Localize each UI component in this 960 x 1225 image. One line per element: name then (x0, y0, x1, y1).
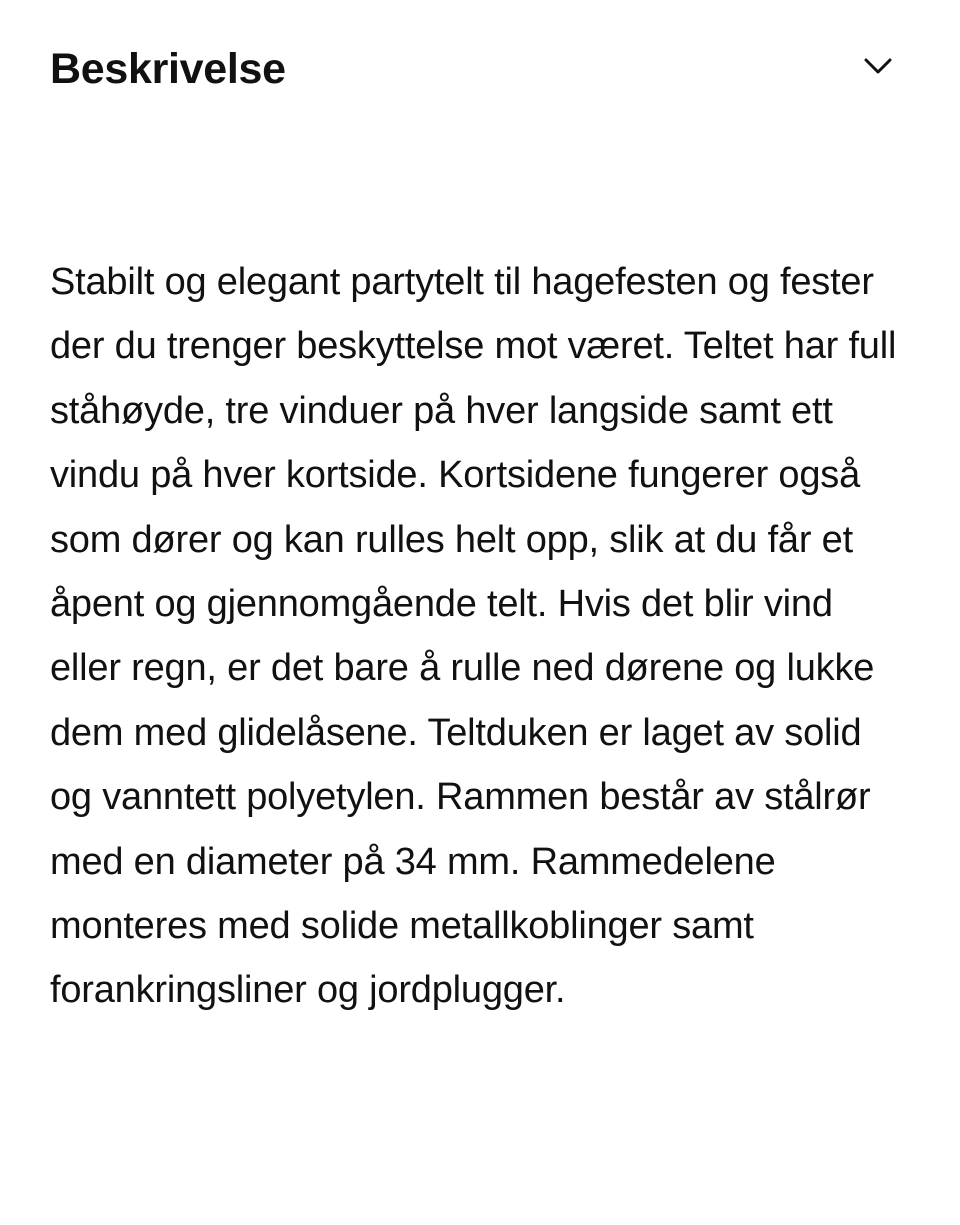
accordion-header[interactable] (50, 30, 910, 110)
accordion-title: Beskrivelse (50, 45, 286, 93)
chevron-down-icon[interactable] (858, 50, 898, 82)
accordion-content (50, 250, 900, 1023)
product-description: Stabilt og elegant partytelt til hagefesten og fester der du trenger beskyttelse mot været. Teltet har full ståhøyde, tre vinduer på hver langside samt ett vindu på hver kortside. Kortsidene fungerer også som dører og kan rulles helt opp, slik at du får et åpent og gjennomgående telt. Hvis det blir vind eller regn, er det bare å rulle ned dørene og lukke dem med glidelåsene. Teltduken er laget av solid og vanntett polyetylen. Rammen består av stålrør med en diameter på 34 mm. Rammedelene monteres med solide metallkoblinger samt forankringsliner og jordplugger. (50, 261, 897, 1012)
